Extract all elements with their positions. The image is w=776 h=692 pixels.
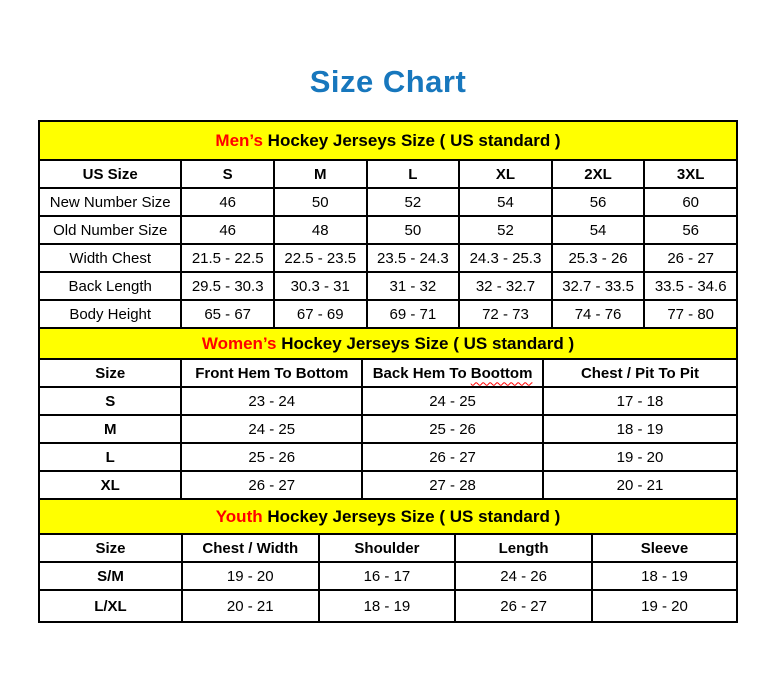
- mens-row: [39, 300, 737, 328]
- youth-row-label: S/M: [39, 562, 182, 590]
- mens-cell-value: 46: [181, 188, 274, 216]
- mens-cell-value: 30.3 - 31: [274, 272, 367, 300]
- mens-cell-value: 24.3 - 25.3: [459, 244, 552, 272]
- mens-column-header: S: [181, 160, 274, 188]
- mens-cell-value: 50: [367, 216, 460, 244]
- womens-row-label: L: [39, 443, 181, 471]
- youth-cell-value: 16 - 17: [319, 562, 456, 590]
- mens-cell-value: 23.5 - 24.3: [367, 244, 460, 272]
- youth-size-table: [38, 498, 738, 623]
- youth-header-row: [39, 534, 737, 562]
- mens-cell-value: 56: [644, 216, 737, 244]
- youth-column-header: Shoulder: [319, 534, 456, 562]
- mens-cell-value: 60: [644, 188, 737, 216]
- womens-row-label: M: [39, 415, 181, 443]
- youth-row: [39, 562, 737, 590]
- womens-row-label: XL: [39, 471, 181, 499]
- youth-row: [39, 590, 737, 622]
- youth-cell-value: 19 - 20: [182, 562, 319, 590]
- mens-cell-value: 33.5 - 34.6: [644, 272, 737, 300]
- mens-cell-value: 77 - 80: [644, 300, 737, 328]
- youth-banner: Youth Hockey Jerseys Size ( US standard ): [39, 499, 737, 534]
- mens-column-header: 2XL: [552, 160, 645, 188]
- youth-cell-value: 24 - 26: [455, 562, 592, 590]
- womens-column-header: Chest / Pit To Pit: [543, 359, 737, 387]
- mens-column-header: M: [274, 160, 367, 188]
- mens-cell-value: 46: [181, 216, 274, 244]
- mens-row-label: Body Height: [39, 300, 181, 328]
- mens-row: [39, 272, 737, 300]
- mens-cell-value: 22.5 - 23.5: [274, 244, 367, 272]
- mens-cell-value: 48: [274, 216, 367, 244]
- womens-cell-value: 26 - 27: [181, 471, 362, 499]
- womens-cell-value: 23 - 24: [181, 387, 362, 415]
- mens-cell-value: 32 - 32.7: [459, 272, 552, 300]
- mens-row-label: New Number Size: [39, 188, 181, 216]
- mens-cell-value: 54: [552, 216, 645, 244]
- womens-cell-value: 19 - 20: [543, 443, 737, 471]
- mens-cell-value: 65 - 67: [181, 300, 274, 328]
- mens-row: [39, 244, 737, 272]
- mens-cell-value: 50: [274, 188, 367, 216]
- womens-cell-value: 24 - 25: [181, 415, 362, 443]
- mens-cell-value: 67 - 69: [274, 300, 367, 328]
- misspelled-word-squiggle: Boottom: [470, 364, 533, 382]
- mens-cell-value: 31 - 32: [367, 272, 460, 300]
- womens-banner: Women’s Hockey Jerseys Size ( US standard ): [39, 328, 737, 359]
- mens-column-header: US Size: [39, 160, 181, 188]
- mens-cell-value: 56: [552, 188, 645, 216]
- youth-cell-value: 26 - 27: [455, 590, 592, 622]
- womens-cell-value: 26 - 27: [362, 443, 543, 471]
- womens-row: [39, 471, 737, 499]
- womens-cell-value: 25 - 26: [181, 443, 362, 471]
- mens-cell-value: 52: [459, 216, 552, 244]
- mens-cell-value: 25.3 - 26: [552, 244, 645, 272]
- mens-banner-highlight: Men’s: [215, 130, 263, 150]
- womens-row-label: S: [39, 387, 181, 415]
- size-tables: [38, 120, 738, 623]
- womens-banner-highlight: Women’s: [201, 333, 277, 353]
- youth-row-label: L/XL: [39, 590, 182, 622]
- youth-cell-value: 20 - 21: [182, 590, 319, 622]
- mens-column-header: XL: [459, 160, 552, 188]
- womens-cell-value: 17 - 18: [543, 387, 737, 415]
- womens-column-header: Size: [39, 359, 181, 387]
- mens-cell-value: 29.5 - 30.3: [181, 272, 274, 300]
- mens-row-label: Old Number Size: [39, 216, 181, 244]
- mens-row: [39, 188, 737, 216]
- youth-cell-value: 18 - 19: [592, 562, 737, 590]
- mens-cell-value: 74 - 76: [552, 300, 645, 328]
- mens-row-label: Width Chest: [39, 244, 181, 272]
- womens-cell-value: 27 - 28: [362, 471, 543, 499]
- mens-cell-value: 21.5 - 22.5: [181, 244, 274, 272]
- mens-cell-value: 26 - 27: [644, 244, 737, 272]
- youth-cell-value: 18 - 19: [319, 590, 456, 622]
- youth-column-header: Chest / Width: [182, 534, 319, 562]
- youth-banner-highlight: Youth: [215, 506, 263, 526]
- womens-column-header: Front Hem To Bottom: [181, 359, 362, 387]
- mens-cell-value: 54: [459, 188, 552, 216]
- womens-row: [39, 443, 737, 471]
- youth-column-header: Sleeve: [592, 534, 737, 562]
- womens-column-header: Back Hem To Boottom: [362, 359, 543, 387]
- mens-column-header: L: [367, 160, 460, 188]
- mens-row-label: Back Length: [39, 272, 181, 300]
- womens-row: [39, 415, 737, 443]
- mens-header-row: [39, 160, 737, 188]
- womens-cell-value: 24 - 25: [362, 387, 543, 415]
- page-title: Size Chart: [309, 64, 467, 99]
- youth-column-header: Length: [455, 534, 592, 562]
- womens-cell-value: 20 - 21: [543, 471, 737, 499]
- womens-cell-value: 25 - 26: [362, 415, 543, 443]
- womens-cell-value: 18 - 19: [543, 415, 737, 443]
- mens-cell-value: 72 - 73: [459, 300, 552, 328]
- mens-size-table: [38, 120, 738, 329]
- mens-column-header: 3XL: [644, 160, 737, 188]
- womens-header-row: [39, 359, 737, 387]
- womens-row: [39, 387, 737, 415]
- mens-cell-value: 69 - 71: [367, 300, 460, 328]
- mens-row: [39, 216, 737, 244]
- youth-column-header: Size: [39, 534, 182, 562]
- mens-cell-value: 52: [367, 188, 460, 216]
- mens-cell-value: 32.7 - 33.5: [552, 272, 645, 300]
- mens-banner: Men’s Hockey Jerseys Size ( US standard ): [39, 121, 737, 160]
- youth-cell-value: 19 - 20: [592, 590, 737, 622]
- womens-size-table: [38, 327, 738, 500]
